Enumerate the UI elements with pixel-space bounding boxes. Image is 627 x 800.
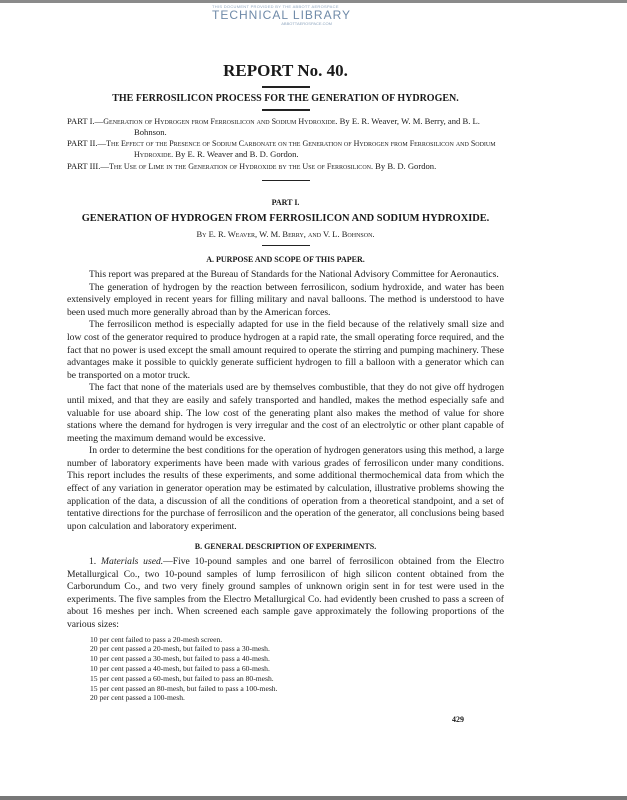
run-in-heading: Materials used. — [101, 556, 164, 568]
part-entry — [67, 116, 504, 137]
part-label: PART II.— — [67, 137, 107, 148]
part-title: Generation of Hydrogen from Ferrosilicon and Sodium Hydroxide. — [103, 116, 338, 126]
part-title: The Use of Lime in the Generation of Hydroxide by the Use of Ferrosilicon. — [108, 161, 373, 171]
divider — [262, 180, 310, 182]
section-heading-a: A. PURPOSE AND SCOPE OF THIS PAPER. — [206, 255, 365, 265]
watermark — [212, 4, 352, 26]
page-content — [67, 60, 504, 703]
byline-text: By E. R. Weaver, W. M. Berry, and V. L. Bohnson. — [196, 229, 375, 240]
viewer-top-border — [0, 0, 627, 3]
list-item: 10 per cent passed a 40-mesh, but failed to pass a 60-mesh. — [90, 663, 270, 673]
viewer-bottom-border — [0, 796, 627, 800]
page-number: 429 — [452, 715, 464, 724]
divider — [262, 245, 310, 247]
item-number: 1. — [89, 556, 102, 568]
watermark-line3: ABBOTTAEROSPACE.COM — [281, 21, 332, 26]
paragraph-text: —Five 10-pound samples and one barrel of ferrosilicon obtained from the Electro Metallurgical Co., two 10-pound samples of lump ferrosilicon of high silicon content obtained from the Carborundum Co., and two very finely ground samples of unknown origin sent in for test were used in the experiments. The five samples from the Electro Metallurgical Co. had evidently been crushed to pass a screen of about 16 meshes per inch. When screened each sample gave approximately the following proportions of the various sizes: — [67, 556, 504, 630]
list-item: 15 per cent passed an 80-mesh, but failed to pass a 100-mesh. — [90, 683, 278, 693]
part-entry — [67, 161, 504, 172]
paragraph: This report was prepared at the Bureau of Standards for the National Advisory Committee for Aeronautics. — [89, 268, 499, 280]
section-heading-b: B. GENERAL DESCRIPTION OF EXPERIMENTS. — [194, 542, 377, 552]
parts-list — [67, 116, 504, 172]
paragraph-materials — [67, 556, 504, 632]
part-authors: By E. R. Weaver and B. D. Gordon. — [175, 148, 299, 159]
part-authors: By B. D. Gordon. — [375, 160, 437, 171]
report-subtitle: THE FERROSILICON PROCESS FOR THE GENERATION OF HYDROGEN. — [112, 92, 459, 104]
watermark-line1: THIS DOCUMENT PROVIDED BY THE ABBOTT AEROSPACE — [212, 4, 339, 9]
list-item: 10 per cent passed a 30-mesh, but failed to pass a 40-mesh. — [90, 654, 270, 664]
list-item: 15 per cent passed a 60-mesh, but failed to pass an 80-mesh. — [90, 673, 274, 683]
size-list — [67, 635, 504, 704]
list-item: 10 per cent failed to pass a 20-mesh screen. — [90, 634, 223, 644]
divider — [262, 109, 310, 111]
part-authors: By E. R. Weaver, W. M. Berry, and B. L. Bohnson. — [134, 115, 480, 137]
list-item: 20 per cent passed a 20-mesh, but failed to pass a 30-mesh. — [90, 644, 270, 654]
part-label: PART III.— — [67, 160, 109, 171]
part-entry — [67, 138, 504, 160]
report-title: REPORT No. 40. — [223, 61, 348, 80]
part-title: The Effect of the Presence of Sodium Carbonate on the Generation of Hydrogen from Ferrosilicon and Sodium Hydroxide. — [106, 138, 496, 159]
list-item: 20 per cent passed a 100-mesh. — [90, 693, 185, 703]
paragraph: In order to determine the best conditions for the operation of hydrogen generators using this method, a large number of laboratory experiments have been made with various grades of ferrosilicon under many conditions. This report includes the results of these experiments, and some additional thermochemical data from which the effect of any variation in generator operation may be estimated by calculation, illustrative problems showing the application of the data, a discussion of all the conditions of operation from a theoretical standpoint, and a set of tentative directions for the purchase of ferrosilicon and the operation of the generator, all conclusions being based upon calculation and laboratory experiment. — [67, 445, 504, 532]
watermark-line2: TECHNICAL LIBRARY — [212, 8, 352, 22]
byline — [67, 228, 504, 241]
part-title-heading: GENERATION OF HYDROGEN FROM FERROSILICON AND SODIUM HYDROXIDE. — [81, 212, 490, 224]
part-heading: PART I. — [271, 198, 300, 208]
paragraph: The ferrosilicon method is especially adapted for use in the field because of the relatively small size and low cost of the generator required to produce hydrogen at a rapid rate, the small operating force required, and the fact that no power is used except the small amount required to operate the stirring and pumping machinery. These advantages make it possible to quickly generate sufficient hydrogen to fill a balloon with a generator which can be transported on a motor truck. — [67, 319, 504, 381]
part-label: PART I.— — [67, 115, 104, 126]
divider — [262, 86, 310, 88]
paragraph: The generation of hydrogen by the reaction between ferrosilicon, sodium hydroxide, and water has been extensively employed in recent years for filling military and naval balloons. The method is understood to have been used much more generally abroad than by the American forces. — [67, 281, 504, 318]
paragraph: The fact that none of the materials used are by themselves combustible, that they do not give off hydrogen until mixed, and that they are easily and safely transported and handled, makes the method especially safe and valuable for use aboard ship. The low cost of the generating plant also makes the method of value for shore stations where the demand for hydrogen is very irregular and the cost of an electrolytic or other plant capable of meeting the maximum demand would be excessive. — [67, 382, 504, 444]
